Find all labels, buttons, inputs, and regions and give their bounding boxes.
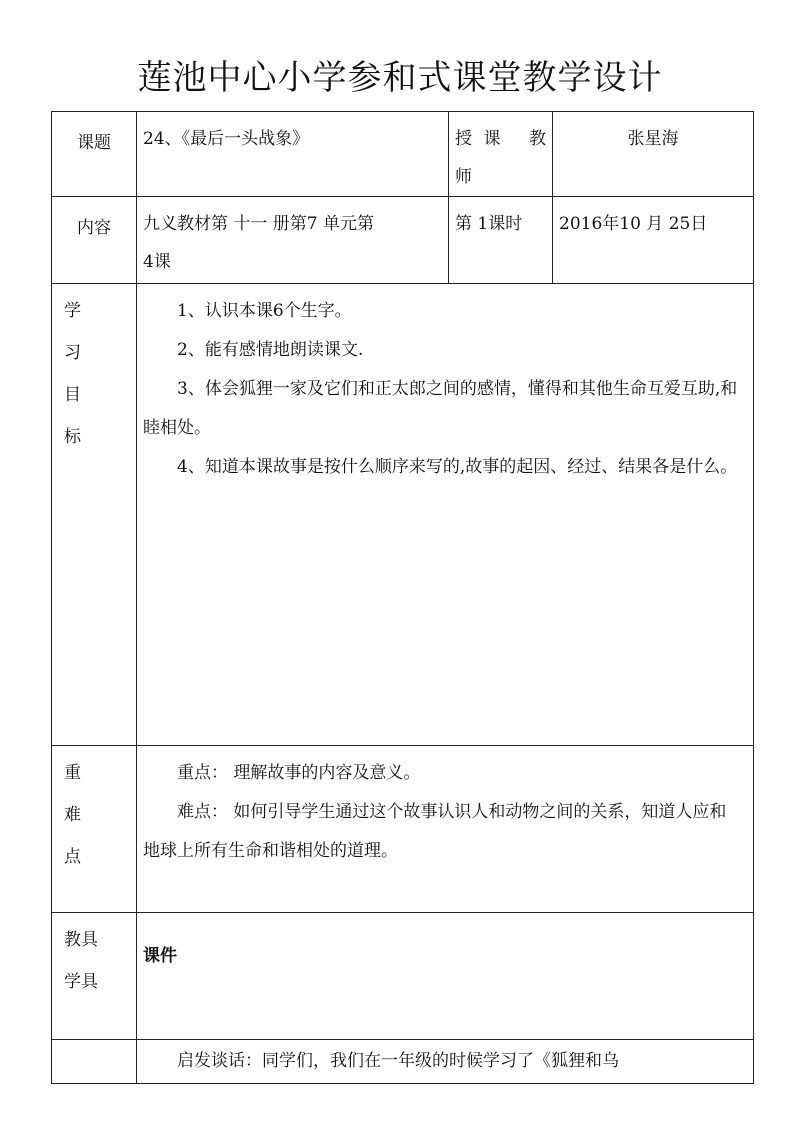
goals-label-char: 目 <box>64 385 81 405</box>
row-tools <box>52 913 754 1040</box>
teacher-label <box>449 112 553 197</box>
row-process <box>52 1040 754 1084</box>
tools-label <box>52 913 137 1040</box>
goals-label-char: 习 <box>64 343 81 363</box>
key-point-item: 重点： 理解故事的内容及意义。 <box>177 763 421 783</box>
content-value-line2: 4课 <box>143 252 171 272</box>
date-value: 2016年10 月 25日 <box>553 197 754 284</box>
row-key-points <box>52 746 754 913</box>
tools-label-line1: 教具 <box>64 930 98 950</box>
key-points-label <box>52 746 137 913</box>
teacher-label-line1: 授课 教 <box>455 129 546 149</box>
process-label <box>52 1040 137 1084</box>
content-value <box>137 197 449 284</box>
period-value: 第 1课时 <box>449 197 553 284</box>
tools-value: 课件 <box>137 913 754 1040</box>
process-content <box>137 1040 754 1084</box>
tools-label-line2: 学具 <box>64 972 98 992</box>
goals-content <box>137 284 754 746</box>
row-goals <box>52 284 754 746</box>
row-topic <box>52 112 754 197</box>
key-point-item: 难点： 如何引导学生通过这个故事认识人和动物之间的关系，知道人应和地球上所有生命和谐相处的道理。 <box>143 802 727 861</box>
content-label: 内容 <box>52 197 137 284</box>
topic-label: 课题 <box>52 112 137 197</box>
goal-item: 1、认识本课6个生字。 <box>177 301 352 321</box>
lesson-plan-table <box>51 111 754 1084</box>
key-points-label-char: 重 <box>64 763 81 783</box>
goal-item: 3、体会狐狸一家及它们和正太郎之间的感情，懂得和其他生命互爱互助,和睦相处。 <box>143 379 738 438</box>
topic-value: 24、《最后一头战象》 <box>137 112 449 197</box>
goals-label-char: 学 <box>64 301 81 321</box>
row-content <box>52 197 754 284</box>
content-value-line1: 九义教材第 十一 册第7 单元第 <box>143 214 375 234</box>
page-title: 莲池中心小学参和式课堂教学设计 <box>137 58 663 98</box>
goal-item: 4、知道本课故事是按什么顺序来写的,故事的起因、经过、结果各是什么。 <box>177 457 738 477</box>
teacher-label-line2: 师 <box>455 167 472 187</box>
goals-label-char: 标 <box>64 427 81 447</box>
key-points-label-char: 难 <box>64 805 81 825</box>
key-points-label-char: 点 <box>64 847 81 867</box>
goal-item: 2、能有感情地朗读课文. <box>177 340 364 360</box>
key-points-content <box>137 746 754 913</box>
teacher-name: 张星海 <box>553 112 754 197</box>
process-text: 启发谈话：同学们，我们在一年级的时候学习了《狐狸和乌 <box>177 1051 619 1071</box>
goals-label <box>52 284 137 746</box>
